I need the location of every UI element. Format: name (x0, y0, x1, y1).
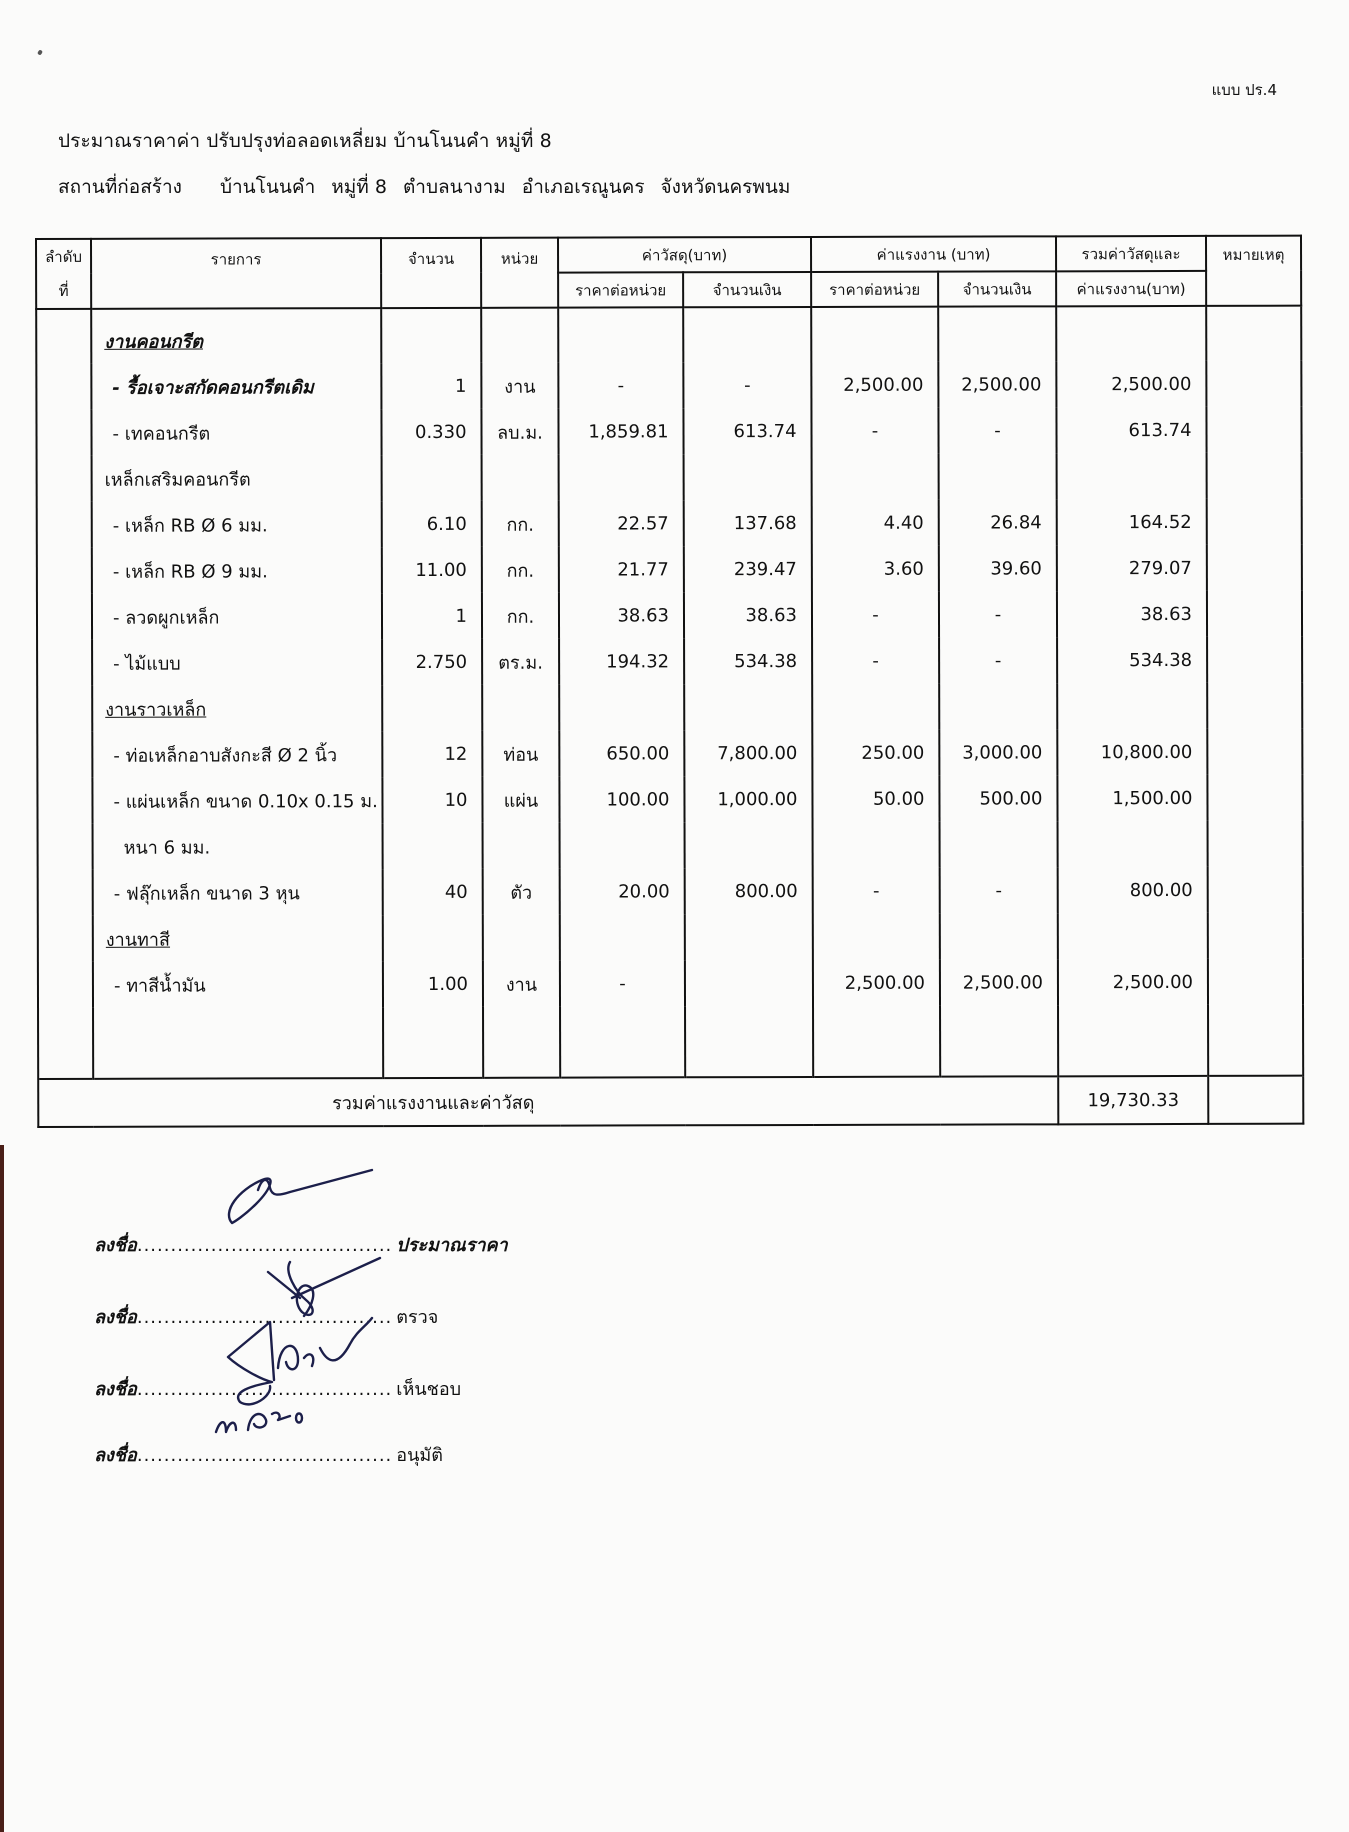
row-quantity-text: 1.00 (427, 973, 468, 995)
grand-total-remark (1208, 1076, 1303, 1124)
row-labor-amount (939, 545, 1057, 591)
row-seq (37, 640, 92, 686)
signature-estimator (229, 1170, 372, 1223)
row-seq (37, 732, 92, 778)
row-labor-unit-price (812, 684, 939, 730)
row-material-unit-price (559, 730, 684, 776)
table-row (37, 591, 1302, 640)
table-row (37, 775, 1302, 824)
table-row (37, 499, 1302, 548)
row-seq (37, 686, 92, 732)
row-labor-unit-price (812, 638, 939, 684)
table-row (36, 407, 1301, 456)
row-material-amount (684, 684, 812, 730)
row-remark (1207, 683, 1302, 729)
row-item-text: - ไม้แบบ (113, 653, 181, 675)
row-seq (38, 870, 93, 916)
row-material-amount-text: 38.63 (745, 604, 798, 626)
table-row (37, 729, 1302, 778)
header-material-amount: จำนวนเงิน (683, 272, 811, 307)
row-unit (482, 593, 559, 639)
table-row (37, 545, 1302, 594)
table-row (38, 867, 1303, 916)
location-subdistrict: ตำบลนางาม (402, 176, 506, 198)
row-quantity (382, 547, 482, 593)
row-labor-unit-price-text: - (872, 650, 879, 672)
row-quantity-text: 40 (444, 881, 468, 903)
row-total (1058, 821, 1208, 867)
row-material-unit-price (559, 500, 684, 546)
signature-lead: ลงชื่อ (94, 1307, 137, 1328)
row-item-text: - ท่อเหล็กอาบสังกะสี Ø 2 นิ้ว (113, 744, 338, 767)
row-quantity-text: 12 (444, 743, 468, 765)
header-quantity: จำนวน (381, 238, 481, 308)
row-total-text: 613.74 (1128, 419, 1192, 441)
row-quantity (383, 823, 483, 869)
row-item (92, 547, 382, 594)
row-total (1056, 407, 1206, 453)
row-item-text: - ลวดผูกเหล็ก (112, 607, 220, 629)
row-remark (1206, 361, 1301, 407)
row-material-amount (684, 592, 812, 638)
row-unit-text: แผ่น (503, 790, 539, 812)
row-total-text: 1,500.00 (1112, 787, 1193, 809)
row-item-text: - ฟลุ๊กเหล็ก ขนาด 3 หุน (113, 882, 300, 905)
row-labor-unit-price (812, 500, 939, 546)
row-labor-amount (939, 683, 1057, 729)
row-material-unit-price-text: 38.63 (617, 604, 670, 626)
row-material-unit-price-text: 21.77 (617, 558, 669, 580)
signature-line (94, 1374, 461, 1403)
row-material-amount (684, 776, 812, 822)
row-labor-amount (939, 637, 1057, 683)
row-remark (1207, 453, 1302, 499)
row-total (1057, 499, 1207, 545)
row-labor-amount (939, 591, 1057, 637)
row-material-unit-price (559, 776, 684, 822)
scan-edge-strip (0, 1145, 4, 1832)
row-item-text: เหล็กเสริมคอนกรีต (104, 468, 251, 491)
row-quantity-text: 0.330 (414, 421, 467, 443)
row-unit-text: ลบ.ม. (497, 422, 543, 444)
row-total (1057, 637, 1207, 683)
row-labor-unit-price (812, 592, 939, 638)
row-quantity (383, 915, 483, 961)
row-remark (1207, 591, 1302, 637)
row-item (92, 501, 382, 548)
row-material-amount (685, 822, 813, 868)
row-item (92, 777, 382, 824)
row-material-amount-text: 7,800.00 (717, 742, 798, 764)
row-material-amount (683, 408, 811, 454)
table-row (36, 306, 1301, 364)
row-total (1057, 591, 1207, 637)
row-material-unit-price (560, 868, 685, 914)
row-item (91, 363, 381, 410)
row-total-text: 164.52 (1128, 511, 1192, 533)
header-unit: หน่วย (481, 238, 558, 308)
signature-role: อนุมัติ (396, 1445, 443, 1466)
row-labor-unit-price-text: 2,500.00 (844, 972, 925, 994)
row-total-text: 800.00 (1129, 879, 1193, 901)
signature-line (94, 1440, 443, 1469)
row-unit-text: กก. (506, 560, 535, 582)
row-material-unit-price-text: 1,859.81 (588, 420, 669, 443)
row-unit (482, 685, 559, 731)
row-seq (37, 778, 92, 824)
row-item (93, 915, 383, 962)
row-total (1056, 361, 1206, 407)
row-labor-unit-price-text: 4.40 (883, 512, 924, 534)
location-label: สถานที่ก่อสร้าง (58, 176, 182, 198)
row-remark (1206, 407, 1301, 453)
row-item (93, 823, 383, 870)
row-unit (482, 639, 559, 685)
signature-role: ประมาณราคา (396, 1235, 508, 1256)
row-remark (1208, 867, 1303, 913)
row-quantity (383, 869, 483, 915)
signature-dots: ...................................... (136, 1235, 393, 1256)
row-remark (1207, 729, 1302, 775)
row-material-unit-price (560, 822, 685, 868)
row-material-unit-price-text: 20.00 (618, 880, 670, 902)
row-quantity (382, 685, 482, 731)
row-material-amount (685, 914, 813, 960)
row-unit-text: งาน (505, 974, 538, 996)
row-item (91, 409, 381, 456)
signature-lead: ลงชื่อ (94, 1379, 137, 1400)
row-material-unit-price (558, 362, 683, 408)
row-labor-unit-price-text: 250.00 (861, 742, 925, 764)
row-labor-unit-price-text: - (872, 604, 879, 626)
row-labor-amount (940, 959, 1058, 1005)
row-item-text: - แผ่นเหล็ก ขนาด 0.10x 0.15 ม. (113, 790, 378, 813)
signature-dots: ...................................... (136, 1379, 393, 1400)
row-material-amount (684, 500, 812, 546)
row-labor-amount (938, 407, 1056, 453)
row-unit (483, 823, 560, 869)
row-labor-unit-price (813, 868, 940, 914)
row-quantity (382, 593, 482, 639)
row-labor-unit-price (812, 546, 939, 592)
row-total (1058, 959, 1208, 1005)
row-unit-text: ตร.ม. (498, 652, 543, 674)
row-labor-amount (940, 821, 1058, 867)
row-seq (37, 548, 92, 594)
row-unit (481, 409, 558, 455)
row-labor-unit-price-text: - (872, 880, 880, 902)
row-labor-amount (939, 729, 1057, 775)
signature-dots: ...................................... (136, 1307, 393, 1328)
row-labor-amount-text: 3,000.00 (962, 741, 1043, 764)
row-material-amount (684, 546, 812, 592)
cost-estimate-table (35, 235, 1304, 1128)
row-total-text: 534.38 (1129, 649, 1193, 671)
row-labor-unit-price-text: 3.60 (883, 558, 924, 580)
row-remark (1207, 499, 1302, 545)
row-material-unit-price (559, 454, 684, 500)
row-total-text: 279.07 (1128, 557, 1192, 579)
scan-speck (37, 49, 43, 55)
row-labor-unit-price-text: 2,500.00 (843, 374, 924, 396)
row-seq (38, 962, 93, 1008)
row-material-unit-price-text: 22.57 (617, 512, 669, 534)
row-labor-amount (939, 499, 1057, 545)
row-quantity-text: 1 (455, 605, 468, 627)
row-material-unit-price (560, 914, 685, 960)
row-total-text: 2,500.00 (1112, 971, 1193, 993)
signature-approver-bottom (216, 1413, 302, 1432)
row-unit-text: กก. (506, 514, 535, 536)
row-material-amount-text: 800.00 (734, 880, 798, 902)
row-material-unit-price-text: - (617, 374, 625, 396)
row-material-amount-text: 137.68 (733, 512, 797, 534)
row-total (1057, 729, 1207, 775)
row-unit-text: ท่อน (503, 744, 539, 766)
row-quantity (382, 639, 482, 685)
row-quantity (382, 501, 482, 547)
row-labor-unit-price (812, 730, 939, 776)
row-material-unit-price-text: - (619, 972, 626, 994)
row-quantity-text: 1 (454, 375, 467, 397)
row-material-amount (685, 960, 813, 1006)
row-unit (483, 869, 560, 915)
row-material-amount (683, 307, 811, 362)
row-item-text: หนา 6 มม. (123, 837, 211, 859)
header-labor-unit-price: ราคาต่อหน่วย (811, 272, 938, 307)
row-material-unit-price (558, 307, 683, 362)
row-seq (37, 594, 92, 640)
header-item: รายการ (91, 238, 381, 309)
row-item-text: - เหล็ก RB Ø 9 มม. (112, 560, 268, 583)
row-total-text: 2,500.00 (1111, 373, 1192, 395)
row-item-text: - รื้อเจาะสกัดคอนกรีตเดิม (112, 376, 314, 399)
row-item (92, 593, 382, 640)
header-labor-group: ค่าแรงงาน (บาท) (811, 236, 1056, 272)
row-unit (483, 961, 560, 1007)
row-unit (482, 455, 559, 501)
row-remark (1207, 637, 1302, 683)
row-material-unit-price (560, 960, 685, 1006)
row-item (92, 685, 382, 732)
row-material-amount-text: 613.74 (733, 420, 797, 442)
row-unit (481, 363, 558, 409)
row-material-amount (683, 362, 811, 408)
row-item (92, 731, 382, 778)
grand-total-row (38, 1076, 1303, 1127)
row-quantity (382, 455, 482, 501)
row-labor-unit-price-text: 50.00 (872, 788, 925, 810)
row-material-unit-price-text: 650.00 (606, 742, 670, 765)
row-unit (482, 501, 559, 547)
row-seq (36, 309, 91, 364)
row-item (93, 961, 383, 1008)
row-labor-amount-text: - (994, 603, 1002, 625)
row-quantity-text: 10 (444, 789, 468, 811)
row-quantity-text: 2.750 (415, 651, 468, 673)
row-labor-amount-text: 39.60 (990, 557, 1042, 580)
row-material-amount (684, 730, 812, 776)
row-labor-unit-price (811, 307, 938, 362)
row-labor-amount-text: - (995, 879, 1002, 901)
table-row (37, 453, 1302, 502)
row-labor-amount (939, 453, 1057, 499)
row-quantity (381, 363, 481, 409)
header-material-unit-price: ราคาต่อหน่วย (558, 272, 683, 307)
row-unit (483, 915, 560, 961)
location-district: อำเภอเรณูนคร (521, 176, 645, 198)
header-material-group: ค่าวัสดุ(บาท) (558, 237, 811, 273)
row-remark (1207, 545, 1302, 591)
row-total (1056, 306, 1206, 361)
header-total-line2: ค่าแรงงาน(บาท) (1056, 271, 1206, 306)
row-material-unit-price (559, 592, 684, 638)
row-labor-amount-text: 500.00 (979, 787, 1043, 810)
row-labor-unit-price (813, 960, 940, 1006)
construction-location (58, 172, 806, 202)
row-labor-amount-text: - (994, 649, 1002, 671)
header-seq: ลำดับ ที่ (36, 239, 91, 309)
row-seq (36, 410, 91, 456)
row-unit (481, 308, 558, 363)
row-material-unit-price (558, 408, 683, 454)
form-code: แบบ ปร.4 (1211, 81, 1277, 99)
location-moo: หมู่ที่ 8 (331, 176, 387, 198)
row-total (1058, 867, 1208, 913)
row-total (1057, 775, 1207, 821)
row-material-amount (684, 638, 812, 684)
row-total (1057, 453, 1207, 499)
row-material-amount-text: 534.38 (734, 650, 798, 672)
row-item-text: งานคอนกรีต (104, 331, 203, 353)
row-labor-amount-text: 26.84 (990, 511, 1042, 534)
row-labor-amount (939, 775, 1057, 821)
row-labor-unit-price (812, 776, 939, 822)
table-row (37, 637, 1302, 686)
row-labor-amount-text: 2,500.00 (962, 971, 1043, 994)
document-title: ประมาณราคาค่า ปรับปรุงท่อลอดเหลี่ยม บ้านโนนคำ หมู่ที่ 8 (58, 130, 552, 152)
row-seq (37, 502, 92, 548)
row-seq (38, 916, 93, 962)
row-material-unit-price (559, 546, 684, 592)
row-seq (37, 456, 92, 502)
row-labor-amount-text: 2,500.00 (961, 373, 1042, 396)
table-row (38, 821, 1303, 870)
signature-line (94, 1302, 438, 1331)
row-unit (482, 777, 559, 823)
row-item-text: - ทาสีน้ำมัน (113, 975, 206, 997)
row-remark (1208, 821, 1303, 867)
location-province: จังหวัดนครพนม (660, 176, 791, 198)
row-unit-text: ตัว (510, 882, 533, 904)
row-labor-amount (938, 306, 1056, 361)
row-item-text: งานทาสี (105, 929, 171, 951)
row-material-amount (685, 868, 813, 914)
row-quantity (383, 961, 483, 1007)
row-labor-unit-price (811, 362, 938, 408)
signature-role: เห็นชอบ (396, 1379, 462, 1400)
row-labor-unit-price (811, 408, 938, 454)
table-row (38, 959, 1303, 1008)
header-remark: หมายเหตุ (1206, 236, 1301, 306)
grand-total-value: 19,730.33 (1058, 1076, 1208, 1124)
row-labor-unit-price-text: - (871, 420, 879, 442)
row-item-text: - เหล็ก RB Ø 6 มม. (112, 514, 268, 537)
row-unit-text: กก. (506, 606, 535, 628)
row-total (1057, 683, 1207, 729)
row-remark (1208, 959, 1303, 1005)
row-item (93, 869, 383, 916)
signature-role: ตรวจ (396, 1307, 439, 1328)
row-seq (36, 364, 91, 410)
table-row (37, 683, 1302, 732)
row-item-text: งานราวเหล็ก (105, 699, 207, 721)
row-quantity (382, 731, 482, 777)
row-labor-unit-price (812, 454, 939, 500)
row-material-amount-text: 1,000.00 (717, 788, 798, 810)
row-material-unit-price (559, 684, 684, 730)
row-remark (1206, 306, 1301, 361)
signature-lead: ลงชื่อ (94, 1445, 137, 1466)
row-material-unit-price-text: 100.00 (606, 788, 670, 811)
row-material-amount-text: 239.47 (733, 558, 797, 580)
row-remark (1207, 775, 1302, 821)
row-material-amount (684, 454, 812, 500)
row-unit (482, 547, 559, 593)
row-quantity (381, 409, 481, 455)
grand-total-label: รวมค่าแรงงานและค่าวัสดุ (38, 1076, 1058, 1127)
header-total-line1: รวมค่าวัสดุและ (1056, 236, 1206, 271)
row-labor-unit-price (813, 914, 940, 960)
row-quantity-text: 11.00 (415, 559, 467, 581)
signature-dots: ...................................... (136, 1445, 393, 1466)
signature-lead: ลงชื่อ (94, 1235, 137, 1256)
row-material-amount-text: - (744, 374, 751, 396)
row-total (1058, 913, 1208, 959)
row-material-unit-price-text: 194.32 (606, 650, 670, 673)
signature-line (94, 1230, 508, 1259)
table-row (38, 913, 1303, 962)
row-item (92, 455, 382, 502)
row-quantity (381, 308, 481, 363)
row-total-text: 38.63 (1140, 603, 1193, 625)
row-labor-amount (940, 867, 1058, 913)
row-remark (1208, 913, 1303, 959)
row-total-text: 10,800.00 (1100, 741, 1193, 763)
location-village: บ้านโนนคำ (219, 176, 316, 198)
row-item (92, 639, 382, 686)
row-labor-amount-text: - (994, 419, 1001, 441)
row-labor-amount (940, 913, 1058, 959)
table-row (36, 361, 1301, 410)
row-unit-text: งาน (504, 376, 536, 398)
row-quantity-text: 6.10 (426, 513, 467, 535)
row-quantity (382, 777, 482, 823)
row-item-text: - เทคอนกรีต (112, 423, 211, 445)
row-material-unit-price (559, 638, 684, 684)
row-unit (482, 731, 559, 777)
header-labor-amount: จำนวนเงิน (938, 271, 1056, 306)
row-item (91, 308, 381, 364)
row-labor-unit-price (813, 822, 940, 868)
row-total (1057, 545, 1207, 591)
row-labor-amount (938, 361, 1056, 407)
row-seq (38, 824, 93, 870)
